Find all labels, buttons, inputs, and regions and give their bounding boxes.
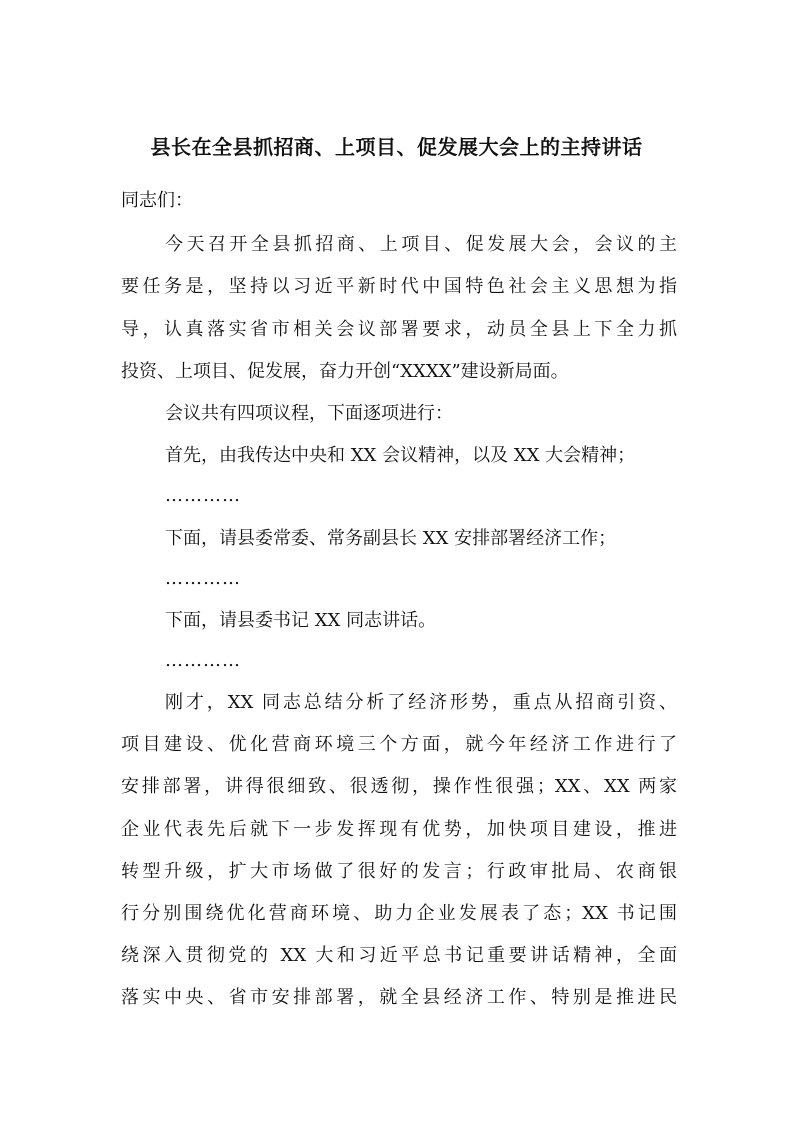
salutation-line: 同志们： (121, 190, 193, 211)
document-title: 县长在全县抓招商、上项目、促发展大会上的主持讲话 (150, 135, 643, 159)
paragraph-line: 刚才，XX 同志总结分析了经济形势，重点从招商引资、 (165, 692, 677, 713)
paragraph-line: 绕深入贯彻党的 XX 大和习近平总书记重要讲话精神，全面 (121, 945, 677, 966)
paragraph-line: 今天召开全县抓招商、上项目、促发展大会，会议的主 (165, 234, 677, 255)
agenda-intro-line: 会议共有四项议程，下面逐项进行： (165, 403, 453, 424)
ellipsis-line: ………… (165, 568, 241, 589)
paragraph-line: 企业代表先后就下一步发挥现有优势，加快项目建设，推进 (121, 819, 677, 840)
paragraph-line: 落实中央、省市安排部署，就全县经济工作、特别是推进民 (121, 987, 677, 1008)
paragraph-line: 投资、上项目、促发展，奋力开创“XXXX”建设新局面。 (121, 361, 569, 382)
paragraph-line: 行分别围绕优化营商环境、助力企业发展表了态；XX 书记围 (121, 903, 677, 924)
paragraph-line: 安排部署，讲得很细致、很透彻，操作性很强；XX、XX 两家 (121, 776, 677, 797)
paragraph-line: 项目建设、优化营商环境三个方面，就今年经济工作进行了 (121, 734, 677, 755)
paragraph-line: 转型升级，扩大市场做了很好的发言；行政审批局、农商银 (121, 861, 677, 882)
ellipsis-line: ………… (165, 485, 241, 506)
paragraph-line: 导，认真落实省市相关会议部署要求，动员全县上下全力抓 (121, 319, 677, 340)
agenda-item-line: 下面，请县委常委、常务副县长 XX 安排部署经济工作； (165, 528, 617, 549)
paragraph-line: 要任务是，坚持以习近平新时代中国特色社会主义思想为指 (121, 276, 677, 297)
ellipsis-line: ………… (165, 650, 241, 671)
agenda-item-line: 首先，由我传达中央和 XX 会议精神，以及 XX 大会精神； (165, 445, 636, 466)
agenda-item-line: 下面，请县委书记 XX 同志讲话。 (165, 610, 437, 631)
